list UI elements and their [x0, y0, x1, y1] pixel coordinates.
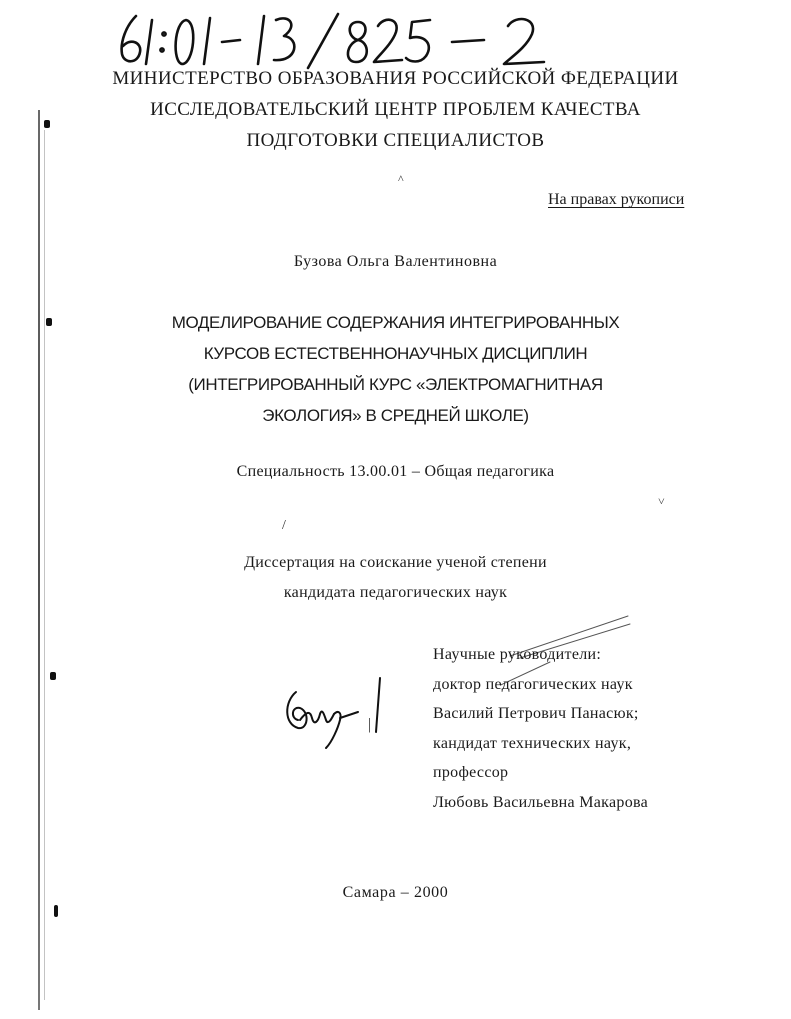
supervisor-2-degree: кандидат технических наук, [433, 734, 632, 752]
scan-punch-mark [50, 672, 56, 680]
scan-stray-mark: / [282, 518, 286, 533]
ministry-name: МИНИСТЕРСТВО ОБРАЗОВАНИЯ РОССИЙСКОЙ ФЕДЕРАЦИИ [112, 68, 679, 89]
dissertation-degree-line-2: кандидата педагогических наук [283, 584, 508, 601]
scan-tick-mark: ˅ [658, 494, 665, 508]
handwritten-archive-code [112, 8, 582, 70]
scientific-supervisors-block [433, 640, 648, 817]
scan-tick-mark: ^ [398, 172, 404, 186]
scan-stray-mark: | [368, 716, 372, 733]
dissertation-degree-line-1: Диссертация на соискание ученой степени [244, 554, 547, 571]
city-and-year: Самара – 2000 [342, 884, 449, 901]
research-center-name: ИССЛЕДОВАТЕЛЬСКИЙ ЦЕНТР ПРОБЛЕМ КАЧЕСТВА [150, 99, 641, 120]
handwritten-signature [276, 672, 386, 752]
dissertation-title-line-3: (ИНТЕГРИРОВАННЫЙ КУРС «ЭЛЕКТРОМАГНИТНАЯ [188, 375, 603, 394]
dissertation-title-line-1: МОДЕЛИРОВАНИЕ СОДЕРЖАНИЯ ИНТЕГРИРОВАННЫХ [171, 313, 620, 332]
dissertation-title-line-4: ЭКОЛОГИЯ» В СРЕДНЕЙ ШКОЛЕ) [262, 406, 529, 425]
research-center-name-continued: ПОДГОТОВКИ СПЕЦИАЛИСТОВ [246, 130, 545, 151]
supervisor-1-degree: доктор педагогических наук [433, 675, 633, 693]
scan-punch-mark [54, 905, 58, 917]
author-name: Бузова Ольга Валентиновна [293, 253, 498, 270]
supervisors-heading: Научные руководители: [433, 646, 602, 663]
supervisor-2-title: профессор [433, 764, 509, 781]
supervisor-2-name: Любовь Васильевна Макарова [433, 793, 649, 811]
manuscript-rights-note: На правах рукописи [548, 191, 685, 208]
dissertation-title-line-2: КУРСОВ ЕСТЕСТВЕННОНАУЧНЫХ ДИСЦИПЛИН [203, 344, 588, 363]
supervisor-1-name: Василий Петрович Панасюк; [433, 705, 639, 722]
specialty-line: Специальность 13.00.01 – Общая педагогика [236, 463, 555, 480]
